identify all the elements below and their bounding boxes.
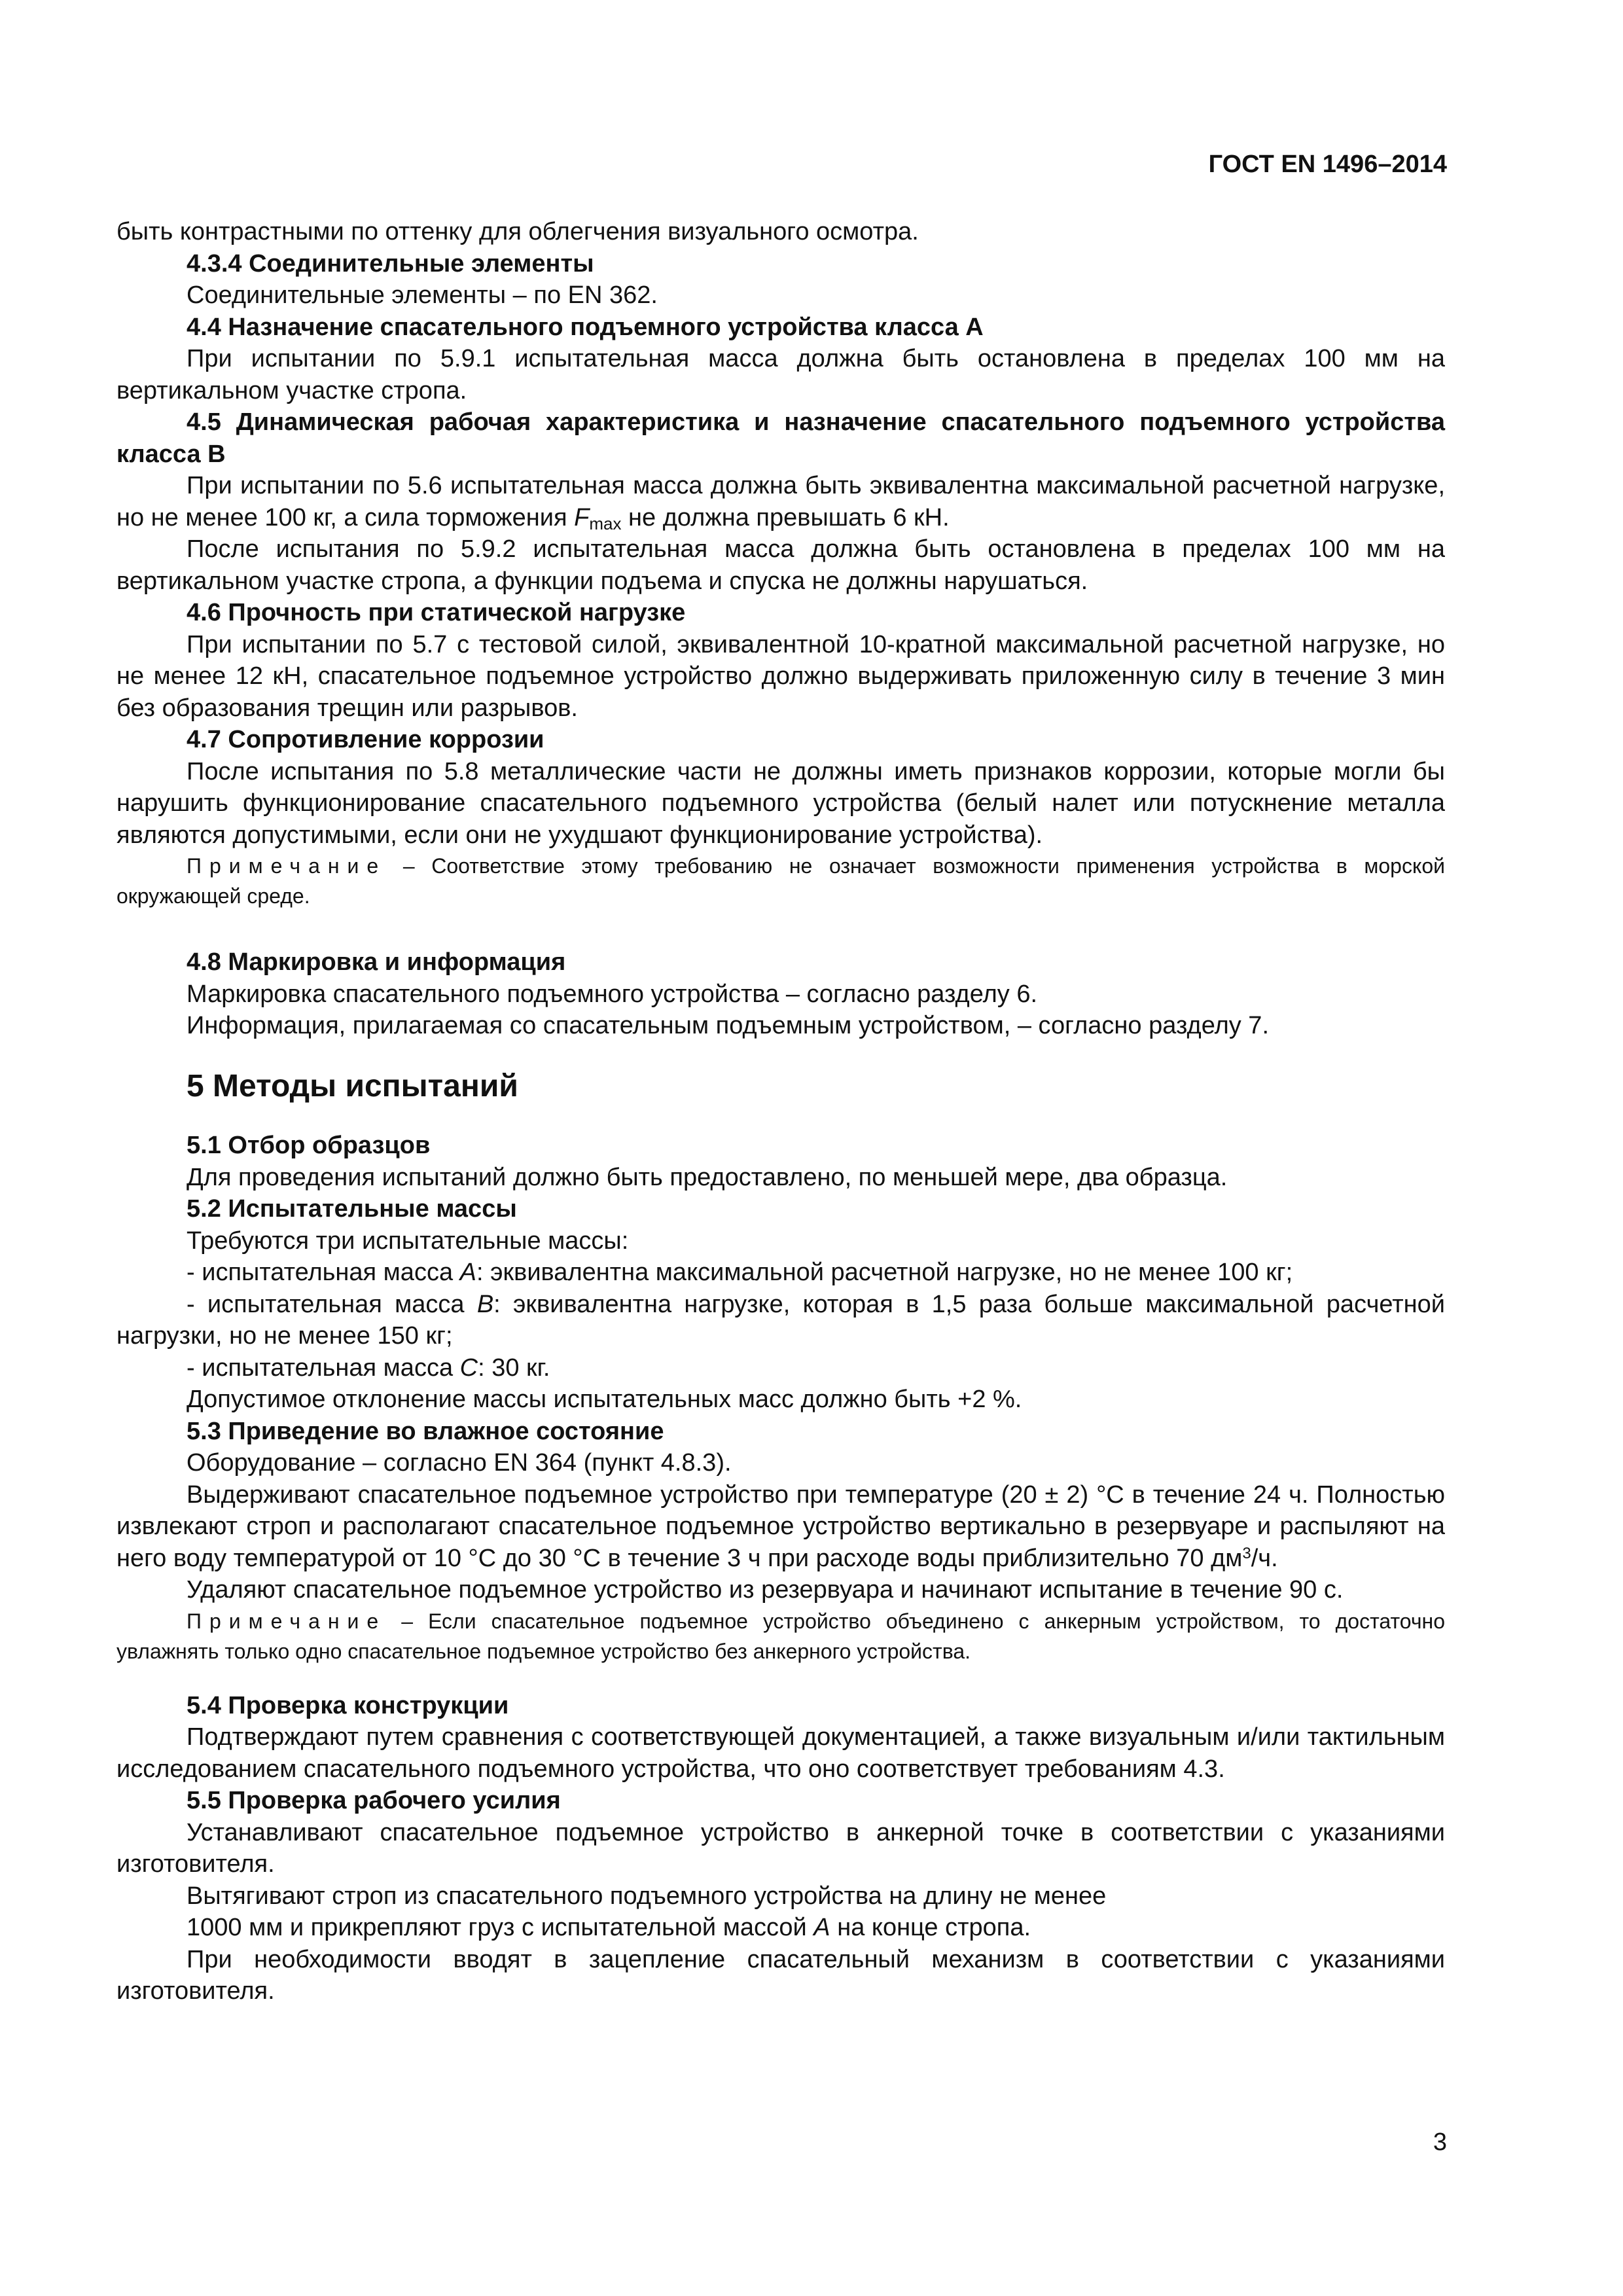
paragraph: Допустимое отклонение массы испытательных масс должно быть +2 %. — [187, 1386, 1022, 1413]
section-heading-4-5: 4.5 Динамическая рабочая характеристика и назначение спасательного подъемного устройства класса В — [116, 408, 1445, 468]
paragraph: Удаляют спасательное подъемное устройство из резервуара и начинают испытание в течение 90 с. — [187, 1576, 1344, 1604]
section-heading-4-3-4: 4.3.4 Соединительные элементы — [187, 249, 594, 278]
section-heading-4-8: 4.8 Маркировка и информация — [187, 948, 566, 976]
section-heading-5-2: 5.2 Испытательные массы — [187, 1195, 517, 1223]
symbol-b: В — [476, 1290, 494, 1318]
text-run: : эквивалентна максимальной расчетной нагрузке, но не менее 100 кг; — [476, 1259, 1293, 1286]
list-item — [116, 1289, 1445, 1352]
paragraph: При испытании по 5.7 с тестовой силой, эквивалентной 10-кратной максимальной расчетной нагрузке, но не менее 12 кН, спасательное подъемное устройство должно выдерживать приложенную силу в течение 3 мин без образования трещин или разрывов. — [116, 630, 1445, 722]
paragraph — [116, 1479, 1445, 1575]
text-run: : 30 кг. — [478, 1354, 550, 1382]
paragraph: При испытании по 5.9.1 испытательная масса должна быть остановлена в пределах 100 мм на вертикальном участке стропа. — [116, 345, 1445, 404]
paragraph: Устанавливают спасательное подъемное устройство в анкерной точке в соответствии с указаниями изготовителя. — [116, 1818, 1445, 1878]
note — [116, 1606, 1445, 1666]
text-run: : эквивалентна нагрузке, которая в 1,5 раза больше максимальной расчетной нагрузки, но не менее 150 кг; — [116, 1290, 1445, 1350]
symbol-a: А — [459, 1259, 476, 1286]
paragraph: При необходимости вводят в зацепление спасательный механизм в соответствии с указаниями изготовителя. — [116, 1945, 1445, 2005]
paragraph: Оборудование – согласно EN 364 (пункт 4.8.3). — [187, 1449, 732, 1477]
document-body — [116, 216, 1445, 2007]
paragraph — [116, 470, 1445, 533]
paragraph: Информация, прилагаемая со спасательным подъемным устройством, – согласно разделу 7. — [187, 1012, 1270, 1039]
paragraph: быть контрастными по оттенку для облегчения визуального осмотра. — [116, 218, 919, 245]
paragraph: После испытания по 5.9.2 испытательная масса должна быть остановлена в пределах 100 мм на вертикальном участке стропа, а функции подъема и спуска не должны нарушаться. — [116, 535, 1445, 595]
paragraph: После испытания по 5.8 металлические части не должны иметь признаков коррозии, которые могли бы нарушить функционирование спасательного подъемного устройства (белый налет или потускнение металла являются допустимыми, если они не ухудшают функционирование устройства). — [116, 757, 1445, 849]
text-run: не должна превышать 6 кН. — [621, 503, 950, 531]
section-heading-4-4: 4.4 Назначение спасательного подъемного устройства класса А — [187, 313, 984, 341]
section-heading-5-5: 5.5 Проверка рабочего усилия — [187, 1787, 561, 1814]
paragraph: Вытягивают строп из спасательного подъемного устройства на длину не менее — [187, 1882, 1107, 1910]
spacer — [116, 1666, 1445, 1690]
spacer — [116, 911, 1445, 946]
symbol-a: А — [813, 1914, 830, 1941]
note-label: Примечание — [187, 854, 387, 878]
paragraph: Для проведения испытаний должно быть предоставлено, по меньшей мере, два образца. — [187, 1163, 1228, 1191]
symbol-c: С — [459, 1354, 478, 1382]
paragraph: Требуются три испытательные массы: — [187, 1227, 629, 1255]
paragraph: Маркировка спасательного подъемного устройства – согласно разделу 6. — [187, 980, 1038, 1008]
text-run: - испытательная масса — [187, 1354, 460, 1382]
superscript-3: 3 — [1242, 1544, 1251, 1562]
chapter-heading-5: 5 Методы испытаний — [187, 1068, 518, 1103]
note — [116, 851, 1445, 911]
paragraph — [116, 1912, 1445, 1944]
section-heading-4-6: 4.6 Прочность при статической нагрузке — [187, 599, 686, 626]
list-item — [116, 1257, 1445, 1289]
text-run: 1000 мм и прикрепляют груз с испытательной массой — [187, 1914, 814, 1941]
note-text: – Если спасательное подъемное устройство объединено с анкерным устройством, то достаточно увлажнять только одно спасательное подъемное устройство без анкерного устройства. — [116, 1609, 1445, 1663]
page-number: 3 — [1433, 2128, 1447, 2156]
symbol-f: F — [574, 503, 590, 531]
paragraph: Соединительные элементы – по EN 362. — [187, 281, 658, 309]
section-heading-5-4: 5.4 Проверка конструкции — [187, 1691, 509, 1719]
list-item — [116, 1352, 1445, 1384]
text-run: Выдерживают спасательное подъемное устройство при температуре (20 ± 2) °С в течение 24 ч. Полностью извлекают строп и располагают спасательное подъемное устройство вертикально в резервуаре и распыляют на него воду температурой от 10 °С до 30 °С в течение 3 ч при расходе воды приблизительно 70 дм — [116, 1480, 1445, 1572]
text-run: на конце стропа. — [830, 1914, 1031, 1941]
section-heading-5-3: 5.3 Приведение во влажное состояние — [187, 1417, 664, 1445]
note-text: – Соответствие этому требованию не означает возможности применения устройства в морской окружающей среде. — [116, 854, 1445, 908]
text-run: /ч. — [1251, 1544, 1278, 1572]
note-label: Примечание — [187, 1609, 387, 1633]
paragraph: Подтверждают путем сравнения с соответствующей документацией, а также визуальным и/или тактильным исследованием спасательного подъемного устройства, что оно соответствует требованиям 4.3. — [116, 1723, 1445, 1783]
subscript-max: max — [589, 513, 622, 533]
text-run: При испытании по 5.6 испытательная масса должна быть эквивалентна максимальной расчетной нагрузке, но не менее 100 кг, а сила торможения — [116, 472, 1445, 531]
section-heading-5-1: 5.1 Отбор образцов — [187, 1132, 431, 1159]
section-heading-4-7: 4.7 Сопротивление коррозии — [187, 726, 544, 753]
document-header-id: ГОСТ EN 1496–2014 — [1208, 151, 1447, 178]
text-run: - испытательная масса — [187, 1290, 477, 1318]
text-run: - испытательная масса — [187, 1259, 460, 1286]
